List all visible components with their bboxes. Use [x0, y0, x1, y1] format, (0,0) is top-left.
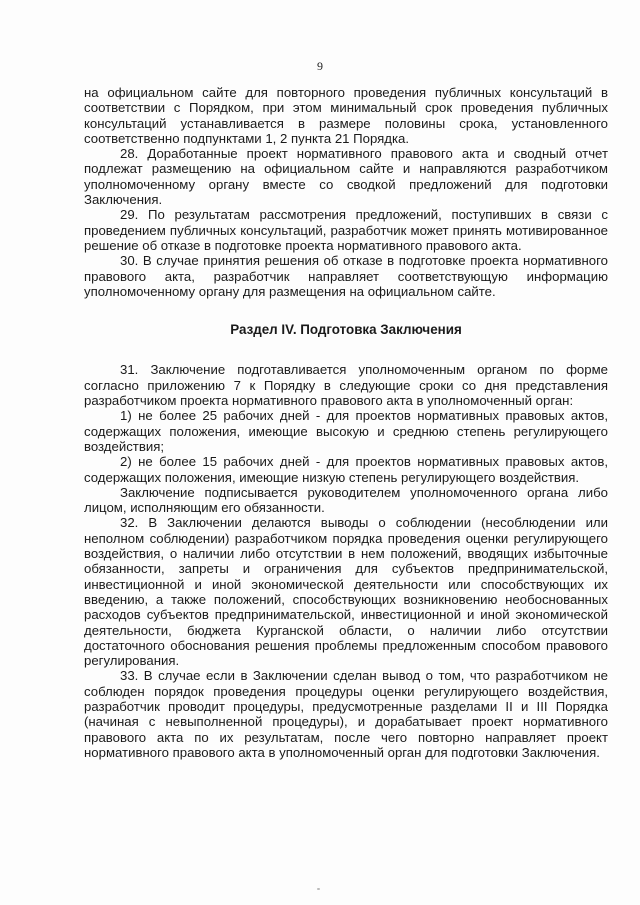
paragraph-31-signature: Заключение подписывается руководителем уполномоченного органа либо лицом, исполняющим его обязанности. — [84, 484, 608, 516]
section-title: Раздел IV. Подготовка Заключения — [230, 322, 462, 338]
paragraph-28: 28. Доработанные проект нормативного правового акта и сводный отчет подлежат размещению на официальном сайте и направляются разработчиком уполномоченному органу вместе со сводкой предложений для подготовки Заключения. — [84, 146, 608, 208]
paragraph-33: 33. В случае если в Заключении сделан вывод о том, что разработчиком не соблюден порядок проведения процедуры оценки регулирующего воздействия, разработчик проводит процедуры, предусмотренные разделами II и III Порядка (начиная с невыполненной процедуры), и дорабатывает проект нормативного правового акта по их результатам, после чего повторно направляет проект нормативного правового акта в уполномоченный орган для подготовки Заключения. — [84, 668, 608, 760]
page-number: 9 — [317, 59, 323, 73]
paragraph-31: 31. Заключение подготавливается уполномоченным органом по форме согласно приложению 7 к Порядку в следующие сроки со дня представления разработчиком проекта нормативного правового акта в уполномоченный орган: — [84, 362, 608, 409]
document-body — [84, 85, 608, 760]
paragraph-31-item-1: 1) не более 25 рабочих дней - для проектов нормативных правовых актов, содержащих положения, имеющие высокую и среднюю степень регулирующего воздействия; — [84, 408, 608, 454]
paragraph-29: 29. По результатам рассмотрения предложений, поступивших в связи с проведением публичных консультаций, разработчик может принять мотивированное решение об отказе в подготовке проекта нормативного правового акта. — [84, 207, 608, 253]
paragraph-32: 32. В Заключении делаются выводы о соблюдении (несоблюдении или неполном соблюдении) разработчиком порядка проведения оценки регулирующего воздействия, о наличии либо отсутствии в нем положений, вводящих избыточные обязанности, запреты и ограничения для субъектов предпринимательской, инвестиционной и иной экономической деятельности или способствующих их введению, а также положений, способствующих возникновению необоснованных расходов субъектов предпринимательской, инвестиционной и иной экономической деятельности, бюджета Курганской области, о наличии либо отсутствии достаточного обоснования решения проблемы предложенным способом правового регулирования. — [84, 515, 608, 669]
paragraph-continuation: на официальном сайте для повторного проведения публичных консультаций в соответствии с Порядком, при этом минимальный срок проведения публичных консультаций устанавливается в размере половины срока, установленного соответственно подпунктами 1, 2 пункта 21 Порядка. — [84, 85, 608, 146]
paragraph-31-item-2: 2) не более 15 рабочих дней - для проектов нормативных правовых актов, содержащих положения, имеющие низкую степень регулирующего воздействия. — [84, 454, 608, 485]
scan-speck — [317, 888, 320, 890]
paragraph-30: 30. В случае принятия решения об отказе в подготовке проекта нормативного правового акта, разработчик направляет соответствующую информацию уполномоченному органу для размещения на официальном сайте. — [84, 253, 608, 299]
